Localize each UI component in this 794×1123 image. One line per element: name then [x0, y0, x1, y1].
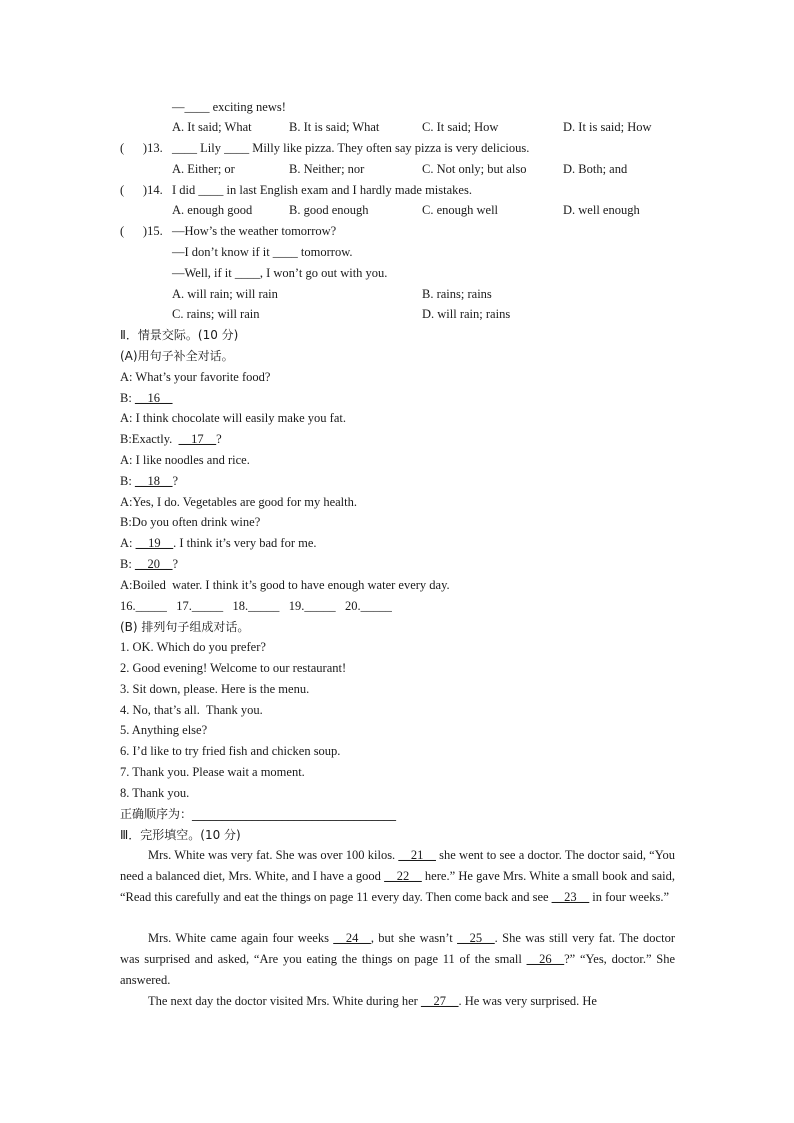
partA-heading: (A)用句子补全对话。 — [120, 349, 234, 363]
q14-option-a: A. enough good — [172, 203, 253, 217]
q12-option-d: D. It is said; How — [563, 120, 652, 134]
q14-option-d: D. well enough — [563, 203, 640, 217]
cloze-blank: __26__ — [526, 951, 565, 966]
passage-text: Mrs. White came again four weeks — [148, 931, 334, 945]
q14-option-b: B. good enough — [289, 203, 369, 217]
cloze-blank: __21__ — [398, 848, 436, 862]
dialogue-line: A: I like noodles and rice. — [120, 453, 250, 467]
sentence-item: 6. I’d like to try fried fish and chicken soup. — [120, 744, 341, 758]
dialogue-line: B:Do you often drink wine? — [120, 515, 261, 529]
order-answer-line: 正确顺序为：__________________________________ — [120, 807, 397, 821]
cloze-blank: __22__ — [384, 868, 422, 883]
q13-option-a: A. Either; or — [172, 162, 235, 176]
q15-text: —How’s the weather tomorrow? — [172, 224, 337, 238]
blank-19: __19__ — [135, 536, 174, 550]
sentence-item: 1. OK. Which do you prefer? — [120, 640, 266, 654]
q14-number: ( )14. — [120, 183, 163, 197]
blank-18: __18__ — [134, 474, 173, 488]
q13-option-c: C. Not only; but also — [422, 162, 527, 176]
sentence-item: 5. Anything else? — [120, 723, 208, 737]
q15-number: ( )15. — [120, 224, 163, 238]
blank-20: __20__ — [134, 557, 173, 571]
q12-option-a: A. It said; What — [172, 120, 252, 134]
sentence-item: 8. Thank you. — [120, 786, 190, 800]
blank-17: __17__ — [178, 432, 217, 446]
dialogue-line: B: __16__ — [120, 391, 173, 405]
q15-option-a: A. will rain; will rain — [172, 287, 278, 301]
dialogue-line: B: __20__? — [120, 557, 178, 571]
cloze-blank: __27__ — [420, 994, 459, 1008]
q15-option-b: B. rains; rains — [422, 287, 492, 301]
q12-line: —____ exciting news! — [172, 100, 286, 114]
dialogue-line: A:Boiled water. I think it’s good to have enough water every day. — [120, 578, 450, 592]
passage-text: here.” He gave Mrs. White a small book and said, “Read this carefully and eat the things on page 11 every day. Then come back and see — [120, 868, 676, 904]
q12-option-b: B. It is said; What — [289, 120, 380, 134]
q13-option-d: D. Both; and — [563, 162, 628, 176]
partB-heading: (B) 排列句子组成对话。 — [120, 620, 250, 634]
q13-option-b: B. Neither; nor — [289, 162, 365, 176]
dialogue-line: B:Exactly. __17__? — [120, 432, 222, 446]
sentence-item: 3. Sit down, please. Here is the menu. — [120, 682, 310, 696]
sentence-item: 2. Good evening! Welcome to our restaurant! — [120, 661, 347, 675]
sentence-item: 7. Thank you. Please wait a moment. — [120, 765, 305, 779]
sentence-item: 4. No, that’s all. Thank you. — [120, 703, 263, 717]
q15-line2: —I don’t know if it ____ tomorrow. — [172, 245, 353, 259]
dialogue-line: A: __19__. I think it’s very bad for me. — [120, 536, 317, 550]
passage-text: ?” “Yes, doctor.” She answered. — [120, 951, 675, 987]
passage-text: . He was very surprised. He — [458, 994, 597, 1008]
blank-16: __16__ — [134, 391, 173, 405]
section3-heading: Ⅲ．完形填空。(10 分) — [120, 828, 241, 842]
q14-text: I did ____ in last English exam and I hardly made mistakes. — [172, 183, 472, 197]
cloze-paragraph-2 — [120, 928, 675, 990]
q14-option-c: C. enough well — [422, 203, 499, 217]
dialogue-line: A:Yes, I do. Vegetables are good for my health. — [120, 495, 357, 509]
q13-number: ( )13. — [120, 141, 163, 155]
q15-line3: —Well, if it ____, I won’t go out with you. — [172, 266, 388, 280]
cloze-blank: __24__ — [333, 931, 371, 945]
cloze-paragraph-1 — [120, 845, 675, 907]
q12-option-c: C. It said; How — [422, 120, 499, 134]
passage-text: Mrs. White was very fat. She was over 100 kilos. — [148, 848, 399, 862]
passage-text: she went to see a doctor. The doctor said, “You need a balanced diet, Mrs. White, and I have a good — [120, 848, 675, 883]
section2-heading: Ⅱ．情景交际。(10 分) — [120, 328, 239, 342]
q13-text: ____ Lily ____ Milly like pizza. They often say pizza is very delicious. — [172, 141, 530, 155]
q15-option-c: C. rains; will rain — [172, 307, 260, 321]
passage-text: The next day the doctor visited Mrs. White during her — [148, 994, 421, 1008]
passage-text: , but she wasn’t — [370, 931, 458, 945]
cloze-blank: __23__ — [551, 889, 590, 904]
cloze-blank: __25__ — [457, 931, 495, 945]
cloze-paragraph-3 — [120, 991, 675, 1012]
passage-text: . She was still very fat. The doctor was surprised and asked, “Are you eating the things on page 11 of the small — [120, 931, 675, 966]
dialogue-line: B: __18__? — [120, 474, 178, 488]
passage-text: in four weeks.” — [589, 889, 670, 904]
answer-blanks-line: 16._____ 17._____ 18._____ 19._____ 20._____ — [120, 599, 392, 613]
dialogue-line: A: I think chocolate will easily make you fat. — [120, 411, 346, 425]
dialogue-line: A: What’s your favorite food? — [120, 370, 271, 384]
q15-option-d: D. will rain; rains — [422, 307, 511, 321]
